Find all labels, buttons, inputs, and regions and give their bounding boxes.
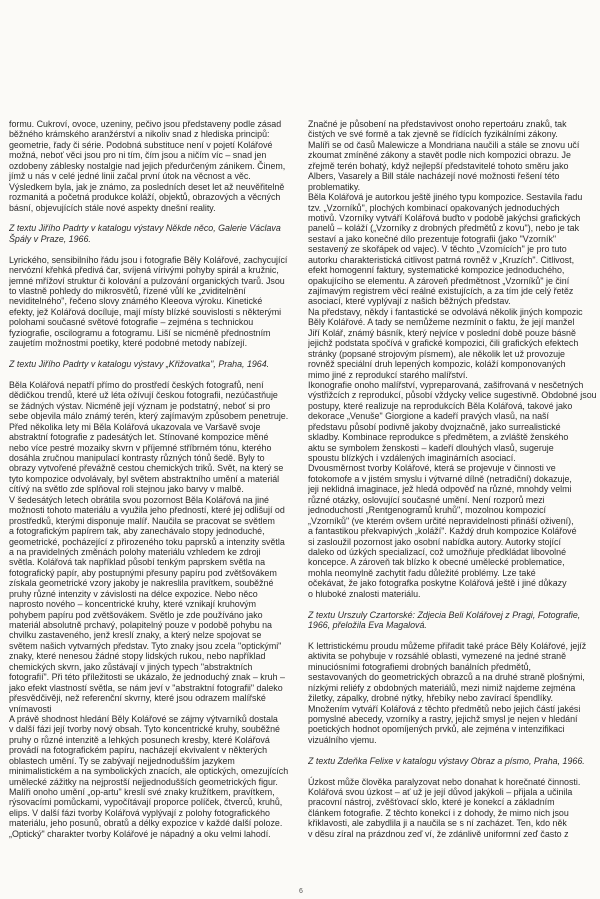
- text-line: pohybem papíru pod zvětšovákem. Světlo je zde používáno jako: [9, 609, 263, 620]
- text-line: tyto kompozice odvolávaly, byl světem abstraktního umění a materiál: [9, 473, 280, 484]
- text-line: výstřižcích z reprodukcí, působí vždycky velice sugestivně. Obdobné jsou: [308, 390, 597, 401]
- text-line: Špály v Praze, 1966.: [9, 233, 91, 244]
- paragraph-gap: [9, 349, 300, 359]
- text-line: Ikonografie onoho malířství, vypreparovaná, zašifrovaná v nesčetných: [308, 379, 584, 390]
- text-line: získala geometrické vzory jakoby je nakreslila pravítkem, souběžné: [9, 578, 274, 589]
- text-line: pomyslné abecedy, vzorníky a rastry, jejichž smysl je nejen v hledání: [308, 713, 578, 724]
- text-line: zajímavým registrem věcí reálné existujících, a za tím jde celý řetěz: [308, 286, 574, 296]
- text-line: jako efekt vlastností světla, se nám jeví v "abstraktní fotografii" daleko: [9, 682, 283, 693]
- text-line: stránky (popsané strojovým písmem), ale několik let už provozuje: [308, 348, 565, 359]
- text-line: a fotografickým papírem tak, aby zanechávalo stopy jednoduché,: [9, 526, 265, 537]
- text-paragraph: [308, 641, 600, 745]
- left-text-column: [9, 119, 300, 839]
- text-line: geometrické, pocházející z přirozeného toku paprsků a intenzity světla: [9, 536, 285, 547]
- text-line: Značné je působení na představivost onoho repertoáru znaků, tak: [308, 119, 567, 129]
- text-line: rýsovacími pomůckami, vypočítávají proporce políček, čtverců, kruhů,: [9, 797, 283, 808]
- text-line: poetických hodnot opomíjených prvků, ale zejména v intenzifikaci: [308, 724, 565, 735]
- text-line: efekty, jež Kolářová docíluje, mají místy blízké souvislosti s některými: [9, 306, 282, 317]
- text-line: polohami současné světové fotografie – zejména s technickou: [9, 317, 254, 328]
- text-line: básní, objevujících stále nové aspekty dnešní reality.: [9, 202, 216, 213]
- text-line: jímž u nás v celé jedné linii začal první útok na věcnost a věc.: [9, 171, 251, 182]
- text-line: si zasloužil pozornost jako osobní nabídka autory. Autorky stojící: [308, 536, 561, 547]
- text-line: Běly Kolářové. A tady se nemůžeme nezmínit o faktu, že její manžel: [308, 317, 575, 328]
- text-line: znaky, které nenesou žádné stopy lidských rukou, nebo například: [9, 651, 266, 662]
- text-line: „Vzorníků" (ve kterém ovšem určité nepravidelnosti přináší oživení),: [308, 515, 574, 526]
- text-line: Kolářová svou úzkost – ať už je její důvod jakýkoli – přijala a učinila: [308, 787, 573, 797]
- text-line: očekávat, že jako fotografka poskytne Kolářová ještě i jiné důkazy: [308, 578, 567, 589]
- text-line: jeji neklidná imaginace, jež hledá odpověď na různé, mnohdy velmi: [308, 484, 572, 495]
- text-line: představu působí podivně jakoby dvojznačně, jako surrealistické: [308, 421, 561, 432]
- paragraph-gap: [308, 745, 600, 755]
- text-line: minuciósními fotografiemi drobných banálních předmětů,: [308, 661, 531, 672]
- text-line: Množením vytváří Kolářová z těchto předmětů nebo jejich částí jakési: [308, 703, 581, 714]
- text-line: postupy, které realizuje na reprodukcích Běla Kolářová, takové jako: [308, 400, 573, 411]
- text-line: 1966, přeložila Eva Magalová.: [308, 620, 427, 630]
- text-line: zřejmě terén bohatý, když nejlepší představitelé tohoto směru jako: [308, 160, 569, 171]
- text-line: naprosto nového – koncentrické kruhy, které vznikají kruhovým: [9, 599, 256, 610]
- right-text-column: [308, 119, 600, 839]
- text-line: minimalistickém a na symbolických znacích, ale optických, omezujících: [9, 766, 289, 777]
- text-line: materiál absolutně prchavý, polapitelný pouze v podobě pohybu na: [9, 620, 272, 630]
- text-line: rovněž speciální druh lepených kompozic, koláží komponovaných: [308, 359, 566, 370]
- text-line: Dvousměrnost tvorby Kolářové, která se projevuje v činnosti ve: [308, 463, 556, 474]
- text-line: možnosti tohoto materiálu a využila jeho předností, které jej odlišují od: [9, 505, 285, 516]
- text-line: fotografií". Při této příležitosti se ukázalo, že jednoduchý znak – kruh –: [9, 672, 285, 683]
- text-line: zaujetím možnostmi poetiky, které podobné metody nabízejí.: [9, 338, 248, 349]
- text-line: fyziografie, oscilogramu a fotogramu. Liší se nicméně přednostním: [9, 327, 271, 338]
- text-line: materiálu, jeho posunů, obratů a délky expozice v každé další poloze.: [9, 818, 283, 829]
- text-line: se žádných výstav. Nicméně její význam je podstatný, neboť si pro: [9, 400, 271, 411]
- text-line: neviditelného", řečeno slovy známého Kleeova výroku. Kinetické: [9, 296, 263, 307]
- text-line: rozmanitá a početná produkce koláží, objektů, obrazových a věcných: [9, 192, 281, 203]
- text-line: Výsledkem byla, jak je známo, za posledních deset let až neuvěřitelně: [9, 181, 285, 192]
- text-line: vizuálního vjemu.: [308, 734, 377, 745]
- paragraph-gap: [308, 599, 600, 609]
- text-line: koncepce. A zároveň tak blízko k obecné umělecké problematice,: [308, 557, 565, 568]
- paragraph-gap: [9, 213, 300, 223]
- text-line: formu. Cukroví, ovoce, uzeniny, pečivo jsou představeny podle zásad: [9, 119, 282, 129]
- text-line: nízkými reliéfy z obdobných materiálů, mezi nimiž najdeme zejména: [308, 682, 576, 693]
- text-paragraph: [9, 380, 300, 839]
- text-line: sestavený ze skořápek od vajec). V těchto „Vzornících" je pro tuto: [308, 244, 567, 255]
- text-line: dosáhla zručnou manipulací kontrasty různých tónů šedě. Byly to: [9, 453, 265, 463]
- text-line: Malíři onoho umění „op-artu" kreslí své znaky kružítkem, pravítkem,: [9, 787, 275, 797]
- text-line: přesvědčivěji, než referenční skvrny, které jsou odrazem malířské: [9, 693, 266, 704]
- text-line: Před několika lety mi Běla Kolářová ukazovala ve Varšavě svoje: [9, 421, 261, 432]
- text-line: článkem fotografie. Z těchto konekcí i z dohody, že mimo nich jsou: [308, 807, 569, 818]
- text-line: motivů. Vzorníky vytváří Kolářová buďto v podobě jakýchsi grafických: [308, 212, 581, 223]
- text-line: aktivita se pohybuje v rozsáhlé oblasti, vymezené na jedné straně: [308, 651, 567, 662]
- source-caption: [308, 756, 600, 766]
- paragraph-gap: [308, 766, 600, 776]
- text-line: nervózní křehká předivá čar, svíjená vírivými pohyby spirál a kružnic,: [9, 265, 279, 276]
- text-line: v další fázi její tvorby nový obsah. Tyto koncentrické kruhy, souběžné: [9, 724, 280, 735]
- text-line: fotokomofe a v jistém smyslu i výtvarné dílně (netradiční) dokazuje,: [308, 473, 572, 484]
- text-line: chemických skvrn, jako zůstávají v jiných typech "abstraktních: [9, 661, 253, 672]
- text-line: možná, neboť věci jsou pro ni tím, čím jsou a ničím víc – snad jen: [9, 150, 267, 161]
- text-line: mimo jiné z reprodukcí starého malířství.: [308, 369, 468, 380]
- text-paragraph: [9, 255, 300, 349]
- text-paragraph: [9, 119, 300, 213]
- text-paragraph: [308, 119, 600, 599]
- text-line: ozdobeny záblesky nostalgie nad jejich předurčeným zánikem. Činem,: [9, 160, 286, 171]
- text-line: geometrie, řady či série. Podobná substituce není v pojetí Kolářové: [9, 139, 273, 150]
- text-line: prostředků, kterými disponuje malíř. Naučila se pracovat se světlem: [9, 515, 275, 526]
- text-line: daleko od úzkých specializací, což umožňuje předkládat libovolné: [308, 546, 567, 557]
- text-line: Lyrického, sensibilního řádu jsou i fotografie Běly Kolářové, zachycující: [9, 254, 288, 265]
- text-line: V šedesátých letech obrátila svou pozornost Běla Kolářová na jiné: [9, 494, 269, 505]
- paragraph-gap: [9, 244, 300, 254]
- text-line: cítívý na světlo zde splňoval roli stejnou jako barvy v malbě.: [9, 484, 244, 495]
- text-line: světem našich vytvarných představ. Tyto znaky jsou zcela "optickými": [9, 640, 282, 651]
- text-line: elips. V další fázi tvorby Kolářová vyplývají z polohy fotografického: [9, 807, 270, 818]
- text-line: dědičkou trendů, které už léta ožívují českou fotografii, nezúčastňuje: [9, 390, 278, 401]
- text-line: sestaví a jako konečné dílo prezentuje fotografii (jako "Vzorník": [308, 233, 557, 244]
- text-line: chvilku zastaveného, jenž kreslí znaky, a který nelze spojovat se: [9, 630, 262, 641]
- text-line: Jiří Kolář, známý básník, který nejvíce v poslední době pouze básně: [308, 327, 576, 338]
- text-line: abstraktní fotografie z padesátých let. Stínované kompozice měné: [9, 432, 269, 443]
- text-line: Z textu Zdeňka Felixe v katalogu výstavy Obraz a písmo, Praha, 1966.: [308, 755, 585, 766]
- text-line: problematiky.: [308, 181, 361, 192]
- text-line: o hluboké znalosti materiálu.: [308, 588, 421, 599]
- source-caption: [9, 359, 300, 369]
- paragraph-gap: [308, 630, 600, 640]
- text-line: jednoduchostí „Rentgenogramů kruhů", mozolnou kompozicí: [308, 505, 546, 516]
- text-line: Z textu Urszuly Czartorské: Zdjecia Beli Kolářovej z Pragi, Fotografie,: [308, 609, 581, 620]
- text-line: pracovní nástroj, zvěšťovací sklo, které je konekcí a základním: [308, 797, 555, 808]
- text-line: Úzkost může člověka paralyzovat nebo donahat k horečnaté činnosti.: [308, 776, 581, 787]
- text-paragraph: [308, 777, 600, 840]
- text-line: pruhy o různé intenzitě a lehkých posunech kresby, které Kolářová: [9, 734, 270, 745]
- text-line: aktu se symbolem ženskosti – kadeří dlouhých vlasů, sugeruje: [308, 442, 554, 453]
- text-line: nebo více pestré mozaiky skvrn v příjemné stříbrném tónu, kterého: [9, 442, 272, 453]
- text-line: a fantastikou překvapivých „koláží". Každý druh kompozice Kolářové: [308, 526, 577, 537]
- text-line: žiletky, zápalky, drobné nýtky, hřebíky nebo zavírací špendlíky.: [308, 693, 553, 704]
- text-line: Na představy, někdy i fantastické se odvolává několik jiných kompozic: [308, 306, 583, 317]
- text-line: sebe objevila málo známý terén, který zajímavým způsobem penetruje.: [9, 411, 289, 422]
- text-line: jemné mřížoví struktur či kolování a pulzování organických tvarů. Jsou: [9, 275, 285, 286]
- text-line: pruhy různé intenzity v závislosti na délce expozice. Nebo něco: [9, 588, 258, 599]
- text-line: různé otázky, oslovující současné umění. Není rozporů mezi: [308, 494, 545, 505]
- text-line: Z textu Jiřího Padrty v katalogu výstavy Někde něco, Galerie Václava: [9, 223, 281, 234]
- text-line: panelů – koláží („Vzorníky z drobných předmětů z kovu"), nebo je tak: [308, 223, 580, 234]
- text-line: křiklavosti, ale zabydlila ji a naučila se s ní zacházet. Ten, kdo něk: [308, 818, 567, 829]
- text-line: čistých ve své formě a tak zjevně se řídících fyzikálními zákony.: [308, 129, 558, 140]
- text-line: „Optický" charakter tvorby Kolářové je nápadný a oku velmi lahodí.: [9, 828, 271, 839]
- text-line: autorku charakteristická citlivost patrná rovněž v „Kruzích". Citlivost,: [308, 254, 575, 265]
- text-line: a na pravidelných změnách polohy materiálu vzhledem ke zdroji: [9, 546, 261, 557]
- text-line: dekorace „Venuše" Giorgione a kadeří pravých vlasů, na naší: [308, 411, 549, 422]
- text-line: efekt homogenní faktury, systematické kompozice jednoduchého,: [308, 265, 565, 276]
- page-number: 6: [299, 888, 303, 895]
- text-line: zkoumat zmíněné zákony a stavět podle nich kompozici obrazu. Je: [308, 150, 571, 161]
- text-line: opakujícího se elementu. A zároveň předmětnost „Vzorníků" je činí: [308, 275, 570, 286]
- text-line: v děsu zíral na prázdnou zeď ví, že zdánlivě uniformní zeď často z: [308, 828, 569, 839]
- text-line: A právě shodnost hledání Běly Kolářové se zájmy výtvarníků dostala: [9, 713, 278, 724]
- source-caption: [9, 223, 300, 244]
- text-line: Albers, Vasarely a Bill stále nacházejí nové možnosti řešení této: [308, 171, 560, 182]
- text-line: mohla neomylně zachytit řadu důležité problémy. Lze také: [308, 567, 536, 578]
- text-line: oblastech umění. Ty se zabývají nejjednodušším jazykem: [9, 755, 235, 766]
- text-line: obrazy vytvořené převážně cestou chemických triků. Svět, na který se: [9, 463, 284, 474]
- text-line: vnímavosti: [9, 703, 52, 714]
- text-line: běžného krámského aranžérství a nikoliv snad z hlediska principů:: [9, 129, 270, 140]
- text-line: asociací, které vyplývají z našich běžných představ.: [308, 296, 511, 307]
- text-line: Běla Kolářová nepatří přímo do prostředí českých fotografů, není: [9, 379, 264, 390]
- text-line: světla. Kolářová tak například působí tenkým paprskem světla na: [9, 557, 266, 568]
- text-line: to vlastně pohledy do mikrosvětů, řízené vůlí ke „zviditelnění: [9, 286, 246, 296]
- text-line: spoustu blízkých i vzdálených imaginárních asociací.: [308, 453, 516, 463]
- text-line: Z textu Jiřího Padrty v katalogu výstavy „Křižovatka", Praha, 1964.: [9, 359, 270, 370]
- text-line: umělecké zážitky na nejprostší nejjednodušších geometrických figur.: [9, 776, 278, 787]
- paragraph-gap: [9, 370, 300, 380]
- text-line: K lettristickému proudu můžeme přiřadit také práce Běly Kolářové, jejíž: [308, 640, 587, 651]
- text-line: Malíři se od časů Malewicze a Mondriana naučili a stále se znovu učí: [308, 139, 580, 150]
- text-line: tzv. „Vzorníků", plochých kombinací opakovaných jednoduchých: [308, 202, 560, 213]
- text-line: jejichž podstata spočívá v grafické kompozici, čili grafických efektech: [308, 338, 579, 349]
- source-caption: [308, 610, 600, 631]
- text-line: provádí na fotografickém papíru, nacházejí ekvivalent v některých: [9, 745, 268, 756]
- text-line: skladby. Kombinace reprodukce s předmětem, a zvláště ženského: [308, 432, 569, 443]
- text-line: fotografický papír, aby postupnými přesuny papíru pod zvětšovákem: [9, 567, 277, 578]
- text-line: sestavovaných do geometrických obrazců a na druhé straně plošnými,: [308, 672, 585, 683]
- text-line: Běla Kolářová je autorkou ještě jiného typu kompozice. Sestavila řadu: [308, 192, 583, 203]
